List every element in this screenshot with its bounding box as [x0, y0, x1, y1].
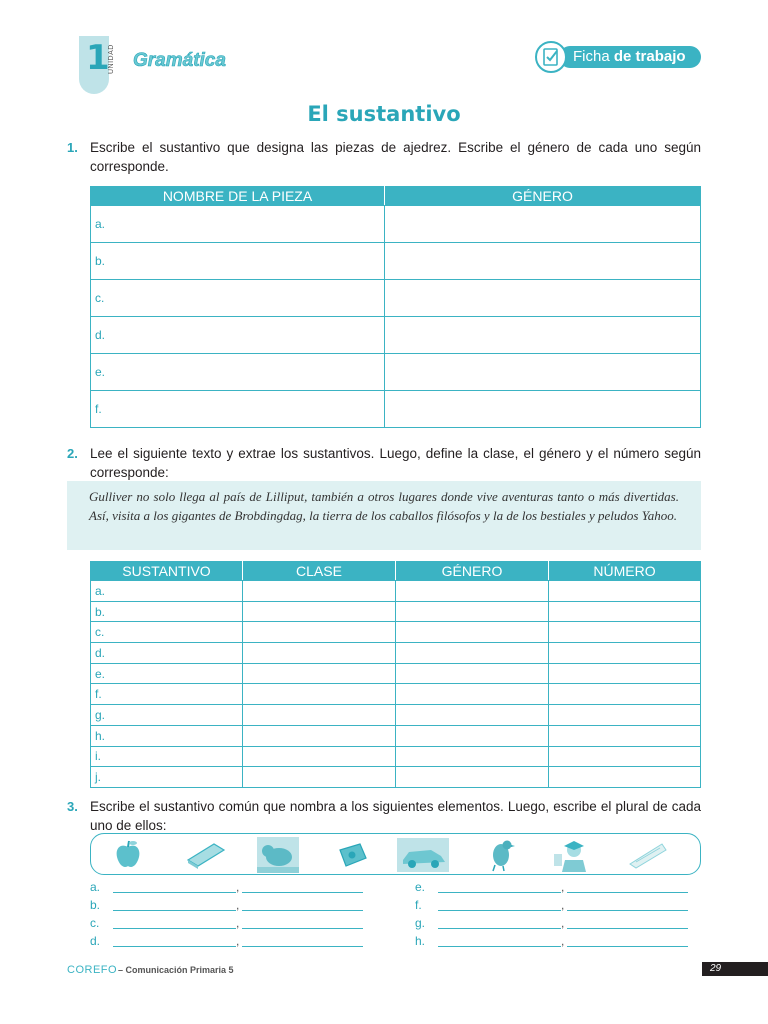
- row-label: h.: [91, 725, 243, 746]
- images-strip: [90, 833, 701, 875]
- student-icon: [551, 838, 597, 872]
- answer-cell[interactable]: [396, 601, 549, 622]
- answer-cell[interactable]: [243, 725, 396, 746]
- plural-line[interactable]: [242, 892, 363, 893]
- nouns-table: [90, 561, 701, 788]
- answer-letter: b.: [90, 898, 101, 912]
- answer-letter: f.: [415, 898, 422, 912]
- answer-row: [90, 916, 370, 934]
- plural-line[interactable]: [567, 946, 688, 947]
- row-label: b.: [91, 243, 385, 280]
- answer-cell[interactable]: [243, 705, 396, 726]
- answer-cell[interactable]: [396, 684, 549, 705]
- singular-line[interactable]: [438, 892, 561, 893]
- unit-label: UNIDAD: [108, 44, 115, 74]
- plural-line[interactable]: [567, 928, 688, 929]
- plural-line[interactable]: [242, 928, 363, 929]
- singular-line[interactable]: [438, 910, 561, 911]
- row-label: c.: [91, 622, 243, 643]
- answer-row: [415, 934, 695, 952]
- answer-cell[interactable]: [549, 581, 701, 602]
- row-label: j.: [91, 767, 243, 788]
- row-label: f.: [91, 684, 243, 705]
- answer-cell[interactable]: [549, 622, 701, 643]
- singular-line[interactable]: [113, 892, 236, 893]
- answer-letter: g.: [415, 916, 426, 930]
- answer-cell[interactable]: [385, 391, 701, 428]
- comma: ,: [236, 898, 240, 912]
- question-3-number: 3.: [67, 799, 78, 814]
- footer-subtitle: – Comunicación Primaria 5: [118, 965, 234, 975]
- answer-cell[interactable]: [549, 746, 701, 767]
- table-header: NOMBRE DE LA PIEZA: [91, 187, 385, 206]
- answer-cell[interactable]: [243, 684, 396, 705]
- row-label: g.: [91, 705, 243, 726]
- answer-cell[interactable]: [549, 684, 701, 705]
- plural-line[interactable]: [242, 946, 363, 947]
- answer-cell[interactable]: [385, 317, 701, 354]
- apple-icon: [105, 838, 151, 872]
- bird-icon: [479, 838, 525, 872]
- answer-cell[interactable]: [243, 663, 396, 684]
- row-label: a.: [91, 581, 243, 602]
- answer-row: [415, 916, 695, 934]
- comma: ,: [561, 916, 565, 930]
- singular-line[interactable]: [113, 910, 236, 911]
- answer-cell[interactable]: [243, 746, 396, 767]
- answer-cell[interactable]: [396, 581, 549, 602]
- comma: ,: [561, 880, 565, 894]
- answer-cell[interactable]: [549, 705, 701, 726]
- table-header: GÉNERO: [385, 187, 701, 206]
- row-label: e.: [91, 354, 385, 391]
- row-label: f.: [91, 391, 385, 428]
- answer-letter: e.: [415, 880, 426, 894]
- answer-row: [90, 934, 370, 952]
- plural-line[interactable]: [242, 910, 363, 911]
- answer-cell[interactable]: [385, 243, 701, 280]
- page-number: 29: [702, 962, 768, 976]
- answer-cell[interactable]: [396, 643, 549, 664]
- comma: ,: [561, 934, 565, 948]
- answer-cell[interactable]: [396, 767, 549, 788]
- section-title: Gramática: [133, 50, 226, 71]
- row-label: d.: [91, 643, 243, 664]
- plural-line[interactable]: [567, 892, 688, 893]
- singular-line[interactable]: [438, 946, 561, 947]
- answer-letter: d.: [90, 934, 101, 948]
- comma: ,: [561, 898, 565, 912]
- answer-row: [415, 898, 695, 916]
- comma: ,: [236, 916, 240, 930]
- answer-cell[interactable]: [549, 601, 701, 622]
- ficha-label: Ficha de trabajo: [573, 48, 686, 65]
- answer-cell[interactable]: [385, 354, 701, 391]
- answer-cell[interactable]: [549, 725, 701, 746]
- answer-cell[interactable]: [396, 725, 549, 746]
- comma: ,: [236, 880, 240, 894]
- row-label: e.: [91, 663, 243, 684]
- answer-cell[interactable]: [549, 643, 701, 664]
- bear-icon: [257, 838, 299, 872]
- quote-text: Gulliver no solo llega al país de Lilliput, también a otros lugares donde vive aventuras tanto o más divertidas. Así, visita a los gigantes de Brobdingdag, la tierra de los caballos filósofos y la de los bestiales y peludos Yahoo.: [67, 481, 701, 550]
- answer-cell[interactable]: [385, 280, 701, 317]
- singular-line[interactable]: [113, 946, 236, 947]
- ficha-badge: [535, 41, 701, 71]
- answer-cell[interactable]: [385, 206, 701, 243]
- chess-pieces-table: [90, 186, 701, 428]
- answer-cell[interactable]: [243, 581, 396, 602]
- paper-icon: [625, 838, 671, 872]
- plural-line[interactable]: [567, 910, 688, 911]
- answer-letter: h.: [415, 934, 426, 948]
- sharpener-icon: [329, 838, 375, 872]
- question-1-number: 1.: [67, 140, 78, 155]
- singular-line[interactable]: [438, 928, 561, 929]
- row-label: b.: [91, 601, 243, 622]
- answer-cell[interactable]: [396, 705, 549, 726]
- question-1-text: Escribe el sustantivo que designa las piezas de ajedrez. Escribe el género de cada uno según corresponde.: [90, 140, 701, 174]
- car-icon: [397, 838, 449, 872]
- row-label: a.: [91, 206, 385, 243]
- row-label: d.: [91, 317, 385, 354]
- answer-cell[interactable]: [243, 601, 396, 622]
- answer-cell[interactable]: [396, 746, 549, 767]
- eraser-icon: [183, 838, 229, 872]
- page-title: El sustantivo: [307, 102, 461, 126]
- question-2-number: 2.: [67, 446, 78, 461]
- answer-cell[interactable]: [549, 767, 701, 788]
- table-header: NÚMERO: [549, 562, 701, 581]
- question-2-text: Lee el siguiente texto y extrae los sustantivos. Luego, define la clase, el género y el número según corresponde:: [90, 446, 701, 480]
- answer-cell[interactable]: [396, 663, 549, 684]
- answer-cell[interactable]: [396, 622, 549, 643]
- answer-row: [415, 880, 695, 898]
- checklist-icon: [535, 41, 567, 73]
- answer-row: [90, 898, 370, 916]
- answer-cell[interactable]: [243, 622, 396, 643]
- answer-letter: c.: [90, 916, 100, 930]
- unit-number: 1: [86, 38, 110, 78]
- question-3-text: Escribe el sustantivo común que nombra a los siguientes elementos. Luego, escribe el plural de cada uno de ellos:: [90, 799, 701, 833]
- comma: ,: [236, 934, 240, 948]
- row-label: c.: [91, 280, 385, 317]
- singular-line[interactable]: [113, 928, 236, 929]
- table-header: CLASE: [243, 562, 396, 581]
- row-label: i.: [91, 746, 243, 767]
- answer-cell[interactable]: [549, 663, 701, 684]
- answer-row: [90, 880, 370, 898]
- footer-brand: COREFO: [67, 964, 118, 976]
- answer-cell[interactable]: [243, 643, 396, 664]
- table-header: GÉNERO: [396, 562, 549, 581]
- answer-letter: a.: [90, 880, 101, 894]
- answer-cell[interactable]: [243, 767, 396, 788]
- table-header: SUSTANTIVO: [91, 562, 243, 581]
